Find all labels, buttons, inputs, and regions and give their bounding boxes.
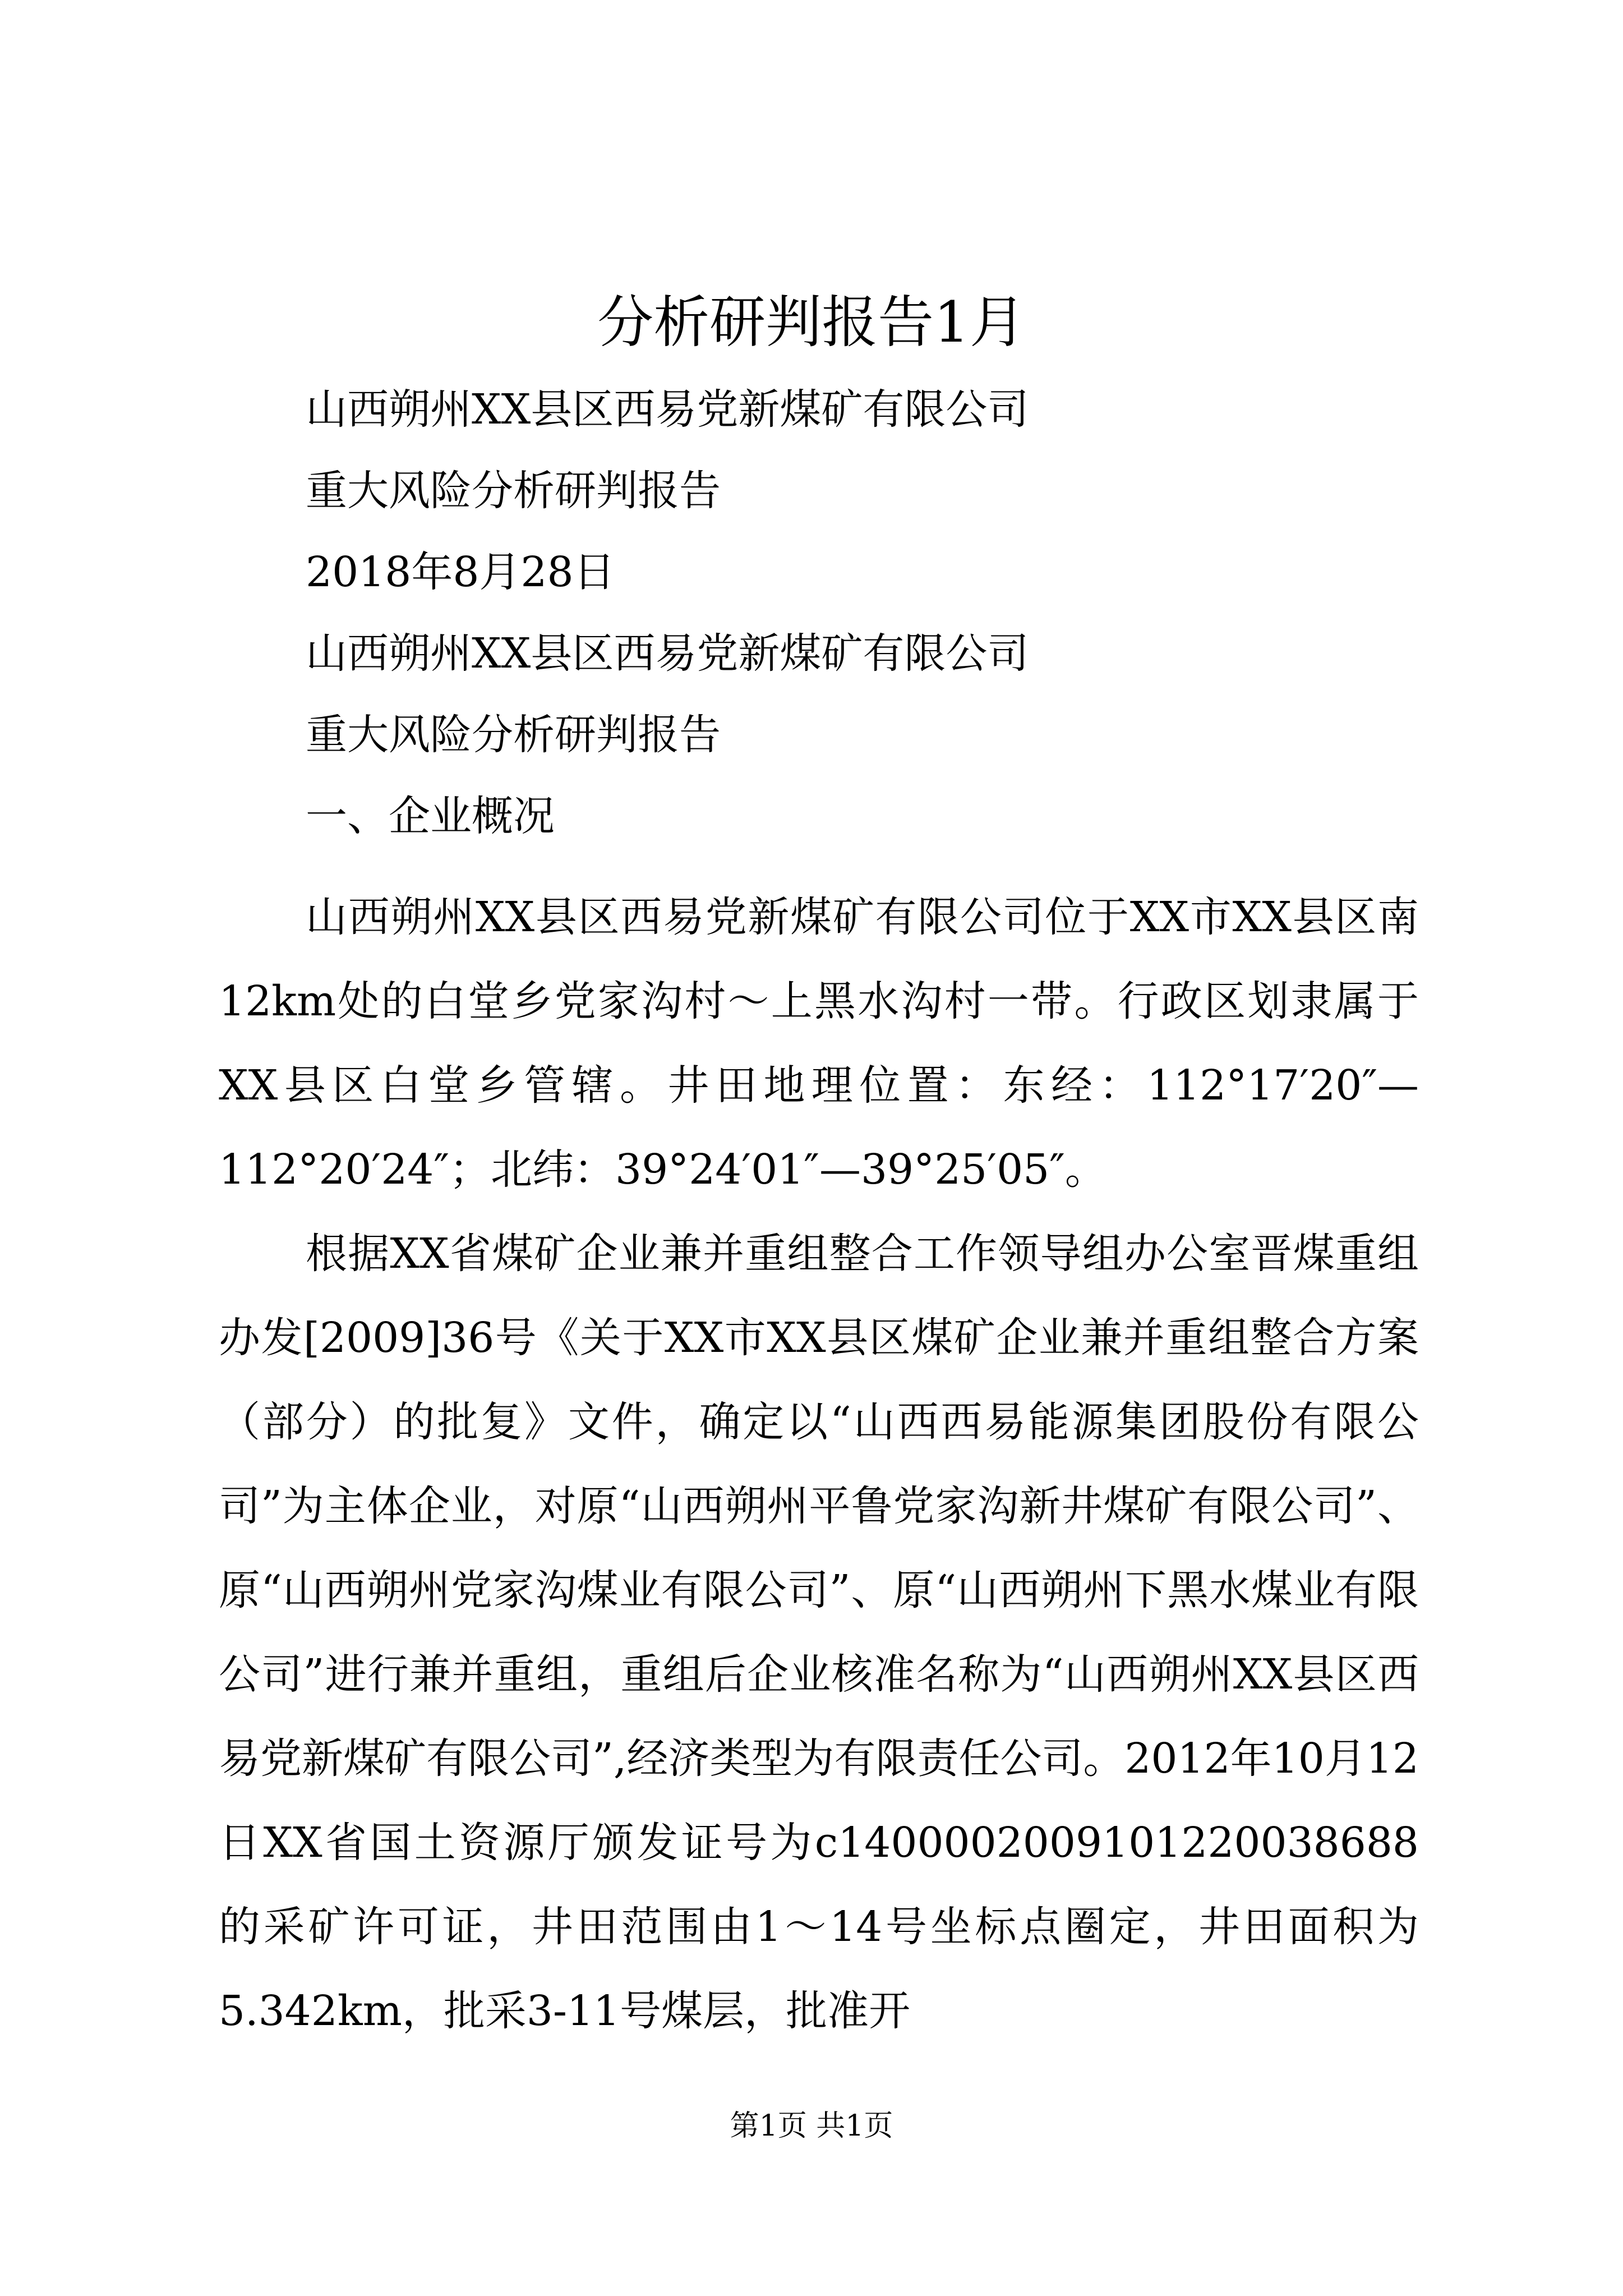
document-title: 分析研判报告1月 [597,289,1026,355]
page-footer: 第1页 共1页 [730,2109,893,2143]
paragraph-location: 山西朔州XX县区西易党新煤矿有限公司位于XX市XX县区南12km处的白堂乡党家沟村～上黑水沟村一带。行政区划隶属于XX县区白堂乡管辖。井田地理位置：东经：112°17′20″—112°20′24″；北纬：39°24′01″—39°25′05″。 [219,893,1419,1194]
report-title-line: 重大风险分析研判报告 [306,467,721,515]
company-name-line-repeat: 山西朔州XX县区西易党新煤矿有限公司 [306,629,1029,678]
report-date-line: 2018年8月28日 [306,548,615,596]
paragraph-restructuring: 根据XX省煤矿企业兼并重组整合工作领导组办公室晋煤重组办发[2009]36号《关于XX市XX县区煤矿企业兼并重组整合方案（部分）的批复》文件，确定以“山西西易能源集团股份有限公司”为主体企业，对原“山西朔州平鲁党家沟新井煤矿有限公司”、原“山西朔州党家沟煤业有限公司”、原“山西朔州下黑水煤业有限公司”进行兼并重组，重组后企业核准名称为“山西朔州XX县区西易党新煤矿有限公司”,经济类型为有限责任公司。2012年10月12日XX省国土资源厅颁发证号为c1400002009101220038688的采矿许可证，井田范围由1～14号坐标点圈定，井田面积为5.342km，批采3-11号煤层，批准开 [219,1230,1419,2035]
body-text [219,875,1419,2053]
section-heading: 一、企业概况 [306,792,555,840]
report-title-line-repeat: 重大风险分析研判报告 [306,711,721,759]
company-name-line: 山西朔州XX县区西易党新煤矿有限公司 [306,385,1029,434]
